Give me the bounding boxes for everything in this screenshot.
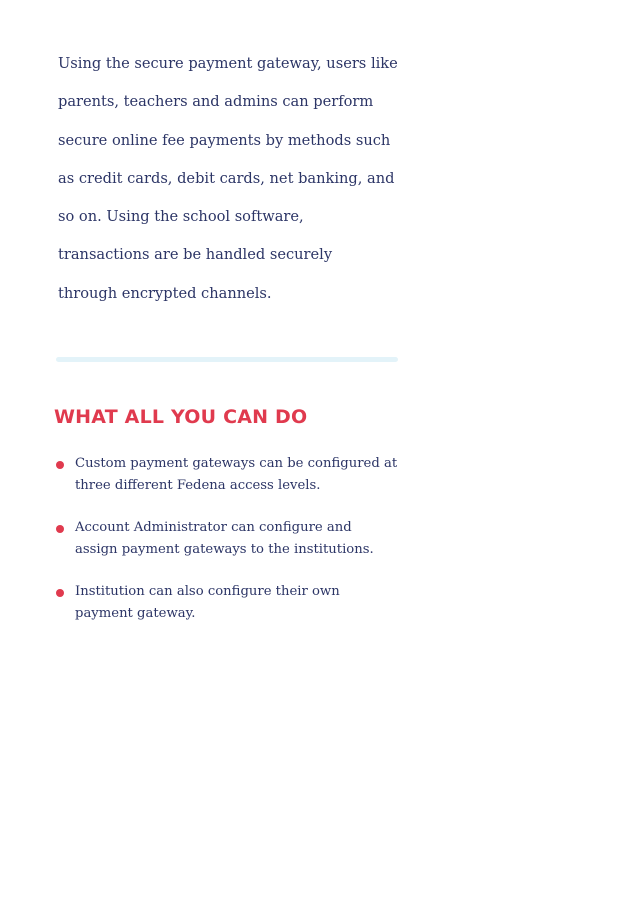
section-title: WHAT ALL YOU CAN DO bbox=[54, 406, 308, 428]
intro-line: as credit cards, debit cards, net banking, and bbox=[58, 169, 395, 187]
list-item-text: Custom payment gateways can be configured at bbox=[75, 456, 398, 471]
list-item bbox=[56, 453, 416, 497]
list-item-text: Account Administrator can configure and bbox=[75, 520, 352, 535]
list-item-text: payment gateway. bbox=[75, 606, 196, 621]
bullet-icon bbox=[56, 589, 64, 597]
intro-line: parents, teachers and admins can perform bbox=[58, 93, 374, 111]
intro-line: Using the secure payment gateway, users like bbox=[58, 55, 398, 72]
list-item-text: three different Fedena access levels. bbox=[75, 478, 321, 493]
list-item bbox=[56, 517, 416, 561]
intro-line: transactions are be handled securely bbox=[58, 246, 333, 264]
bullet-icon bbox=[56, 525, 64, 533]
list-item bbox=[56, 581, 416, 625]
bullet-icon bbox=[56, 461, 64, 469]
intro-line: secure online fee payments by methods such bbox=[58, 131, 391, 149]
list-item-text: assign payment gateways to the institutions. bbox=[75, 542, 374, 557]
list-item-text: Institution can also configure their own bbox=[75, 584, 340, 599]
intro-paragraph bbox=[58, 45, 418, 313]
section-divider bbox=[56, 357, 398, 362]
intro-line: through encrypted channels. bbox=[58, 284, 272, 302]
intro-line: so on. Using the school software, bbox=[58, 208, 304, 226]
